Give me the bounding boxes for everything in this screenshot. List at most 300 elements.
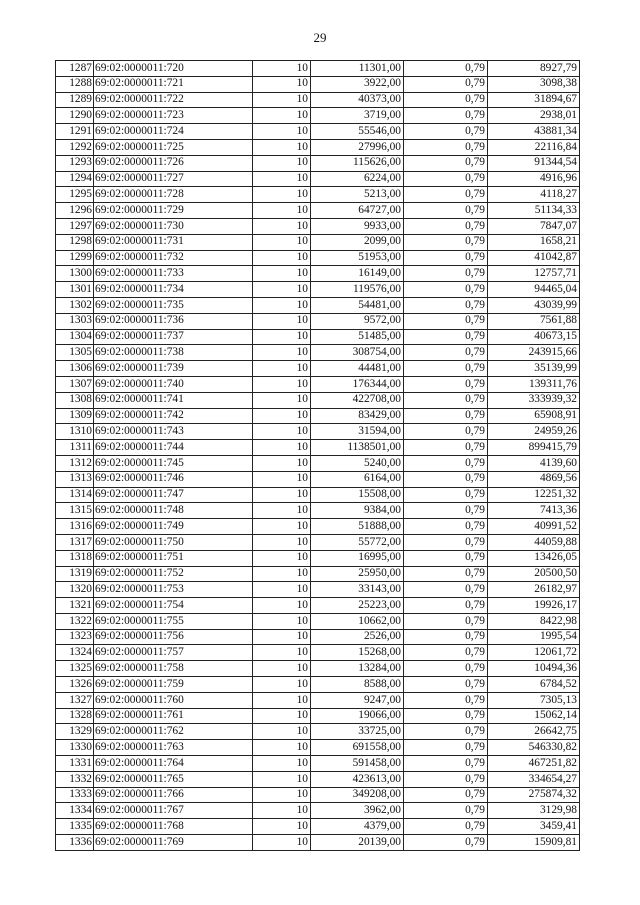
total-cell: 4916,96 (488, 171, 580, 187)
cadastral-number-cell: 69:02:0000011:747 (94, 487, 253, 503)
table-row (56, 487, 580, 503)
category-cell: 10 (253, 787, 311, 803)
table-row (56, 440, 580, 456)
table-row (56, 771, 580, 787)
area-cell: 349208,00 (311, 787, 404, 803)
area-cell: 20139,00 (311, 835, 404, 851)
rate-cell: 0,79 (404, 361, 488, 377)
total-cell: 94465,04 (488, 282, 580, 298)
area-cell: 13284,00 (311, 661, 404, 677)
cadastral-number-cell: 69:02:0000011:763 (94, 740, 253, 756)
cadastral-number-cell: 69:02:0000011:733 (94, 266, 253, 282)
table-row (56, 677, 580, 693)
area-cell: 8588,00 (311, 677, 404, 693)
rate-cell: 0,79 (404, 282, 488, 298)
area-cell: 25950,00 (311, 566, 404, 582)
area-cell: 3719,00 (311, 108, 404, 124)
rate-cell: 0,79 (404, 250, 488, 266)
area-cell: 51485,00 (311, 329, 404, 345)
table-row (56, 803, 580, 819)
rate-cell: 0,79 (404, 645, 488, 661)
category-cell: 10 (253, 155, 311, 171)
cadastral-number-cell: 69:02:0000011:759 (94, 677, 253, 693)
total-cell: 40673,15 (488, 329, 580, 345)
row-number-cell: 1290 (56, 108, 94, 124)
category-cell: 10 (253, 282, 311, 298)
total-cell: 139311,76 (488, 376, 580, 392)
total-cell: 4139,60 (488, 455, 580, 471)
cadastral-number-cell: 69:02:0000011:736 (94, 313, 253, 329)
rate-cell: 0,79 (404, 108, 488, 124)
area-cell: 15508,00 (311, 487, 404, 503)
cadastral-number-cell: 69:02:0000011:749 (94, 519, 253, 535)
area-cell: 55546,00 (311, 124, 404, 140)
total-cell: 2938,01 (488, 108, 580, 124)
cadastral-number-cell: 69:02:0000011:762 (94, 724, 253, 740)
category-cell: 10 (253, 171, 311, 187)
category-cell: 10 (253, 582, 311, 598)
area-cell: 83429,00 (311, 408, 404, 424)
area-cell: 2526,00 (311, 629, 404, 645)
table-row (56, 550, 580, 566)
area-cell: 591458,00 (311, 756, 404, 772)
table-row (56, 519, 580, 535)
total-cell: 899415,79 (488, 440, 580, 456)
rate-cell: 0,79 (404, 76, 488, 92)
row-number-cell: 1299 (56, 250, 94, 266)
area-cell: 4379,00 (311, 819, 404, 835)
row-number-cell: 1287 (56, 61, 94, 77)
cadastral-number-cell: 69:02:0000011:740 (94, 376, 253, 392)
category-cell: 10 (253, 76, 311, 92)
table-row (56, 408, 580, 424)
area-cell: 51888,00 (311, 519, 404, 535)
total-cell: 40991,52 (488, 519, 580, 535)
table-row (56, 297, 580, 313)
row-number-cell: 1300 (56, 266, 94, 282)
area-cell: 2099,00 (311, 234, 404, 250)
total-cell: 3098,38 (488, 76, 580, 92)
cadastral-number-cell: 69:02:0000011:744 (94, 440, 253, 456)
cadastral-number-cell: 69:02:0000011:742 (94, 408, 253, 424)
table-row (56, 203, 580, 219)
row-number-cell: 1335 (56, 819, 94, 835)
row-number-cell: 1312 (56, 455, 94, 471)
row-number-cell: 1311 (56, 440, 94, 456)
cadastral-number-cell: 69:02:0000011:730 (94, 218, 253, 234)
total-cell: 12251,32 (488, 487, 580, 503)
rate-cell: 0,79 (404, 566, 488, 582)
table-row (56, 92, 580, 108)
row-number-cell: 1315 (56, 503, 94, 519)
rate-cell: 0,79 (404, 345, 488, 361)
area-cell: 31594,00 (311, 424, 404, 440)
table-row (56, 282, 580, 298)
area-cell: 16995,00 (311, 550, 404, 566)
total-cell: 275874,32 (488, 787, 580, 803)
rate-cell: 0,79 (404, 408, 488, 424)
row-number-cell: 1325 (56, 661, 94, 677)
row-number-cell: 1317 (56, 534, 94, 550)
total-cell: 1658,21 (488, 234, 580, 250)
table-row (56, 503, 580, 519)
cadastral-number-cell: 69:02:0000011:739 (94, 361, 253, 377)
cadastral-number-cell: 69:02:0000011:738 (94, 345, 253, 361)
row-number-cell: 1329 (56, 724, 94, 740)
category-cell: 10 (253, 392, 311, 408)
area-cell: 10662,00 (311, 613, 404, 629)
row-number-cell: 1289 (56, 92, 94, 108)
rate-cell: 0,79 (404, 329, 488, 345)
cadastral-number-cell: 69:02:0000011:765 (94, 771, 253, 787)
category-cell: 10 (253, 61, 311, 77)
table-row (56, 329, 580, 345)
rate-cell: 0,79 (404, 629, 488, 645)
row-number-cell: 1288 (56, 76, 94, 92)
row-number-cell: 1293 (56, 155, 94, 171)
total-cell: 4118,27 (488, 187, 580, 203)
row-number-cell: 1330 (56, 740, 94, 756)
row-number-cell: 1316 (56, 519, 94, 535)
total-cell: 12061,72 (488, 645, 580, 661)
total-cell: 12757,71 (488, 266, 580, 282)
table-row (56, 645, 580, 661)
row-number-cell: 1326 (56, 677, 94, 693)
row-number-cell: 1292 (56, 139, 94, 155)
row-number-cell: 1324 (56, 645, 94, 661)
parcel-table (55, 60, 580, 851)
area-cell: 9247,00 (311, 692, 404, 708)
rate-cell: 0,79 (404, 835, 488, 851)
category-cell: 10 (253, 740, 311, 756)
table-row (56, 471, 580, 487)
total-cell: 24959,26 (488, 424, 580, 440)
table-row (56, 313, 580, 329)
cadastral-number-cell: 69:02:0000011:768 (94, 819, 253, 835)
rate-cell: 0,79 (404, 803, 488, 819)
total-cell: 26182,97 (488, 582, 580, 598)
area-cell: 33143,00 (311, 582, 404, 598)
area-cell: 1138501,00 (311, 440, 404, 456)
table-row (56, 692, 580, 708)
row-number-cell: 1318 (56, 550, 94, 566)
row-number-cell: 1307 (56, 376, 94, 392)
row-number-cell: 1327 (56, 692, 94, 708)
category-cell: 10 (253, 534, 311, 550)
table-row (56, 566, 580, 582)
rate-cell: 0,79 (404, 376, 488, 392)
table-row (56, 534, 580, 550)
rate-cell: 0,79 (404, 661, 488, 677)
total-cell: 6784,52 (488, 677, 580, 693)
area-cell: 64727,00 (311, 203, 404, 219)
total-cell: 15062,14 (488, 708, 580, 724)
area-cell: 119576,00 (311, 282, 404, 298)
category-cell: 10 (253, 598, 311, 614)
cadastral-number-cell: 69:02:0000011:732 (94, 250, 253, 266)
area-cell: 6164,00 (311, 471, 404, 487)
row-number-cell: 1336 (56, 835, 94, 851)
cadastral-number-cell: 69:02:0000011:764 (94, 756, 253, 772)
total-cell: 8927,79 (488, 61, 580, 77)
cadastral-number-cell: 69:02:0000011:737 (94, 329, 253, 345)
table-row (56, 266, 580, 282)
category-cell: 10 (253, 234, 311, 250)
category-cell: 10 (253, 376, 311, 392)
total-cell: 44059,88 (488, 534, 580, 550)
category-cell: 10 (253, 503, 311, 519)
total-cell: 20500,50 (488, 566, 580, 582)
rate-cell: 0,79 (404, 692, 488, 708)
category-cell: 10 (253, 471, 311, 487)
rate-cell: 0,79 (404, 124, 488, 140)
row-number-cell: 1302 (56, 297, 94, 313)
cadastral-number-cell: 69:02:0000011:734 (94, 282, 253, 298)
table-body (56, 61, 580, 851)
area-cell: 9572,00 (311, 313, 404, 329)
total-cell: 43039,99 (488, 297, 580, 313)
total-cell: 4869,56 (488, 471, 580, 487)
category-cell: 10 (253, 487, 311, 503)
category-cell: 10 (253, 724, 311, 740)
total-cell: 26642,75 (488, 724, 580, 740)
row-number-cell: 1294 (56, 171, 94, 187)
table-row (56, 455, 580, 471)
cadastral-number-cell: 69:02:0000011:761 (94, 708, 253, 724)
row-number-cell: 1297 (56, 218, 94, 234)
cadastral-number-cell: 69:02:0000011:743 (94, 424, 253, 440)
area-cell: 691558,00 (311, 740, 404, 756)
cadastral-number-cell: 69:02:0000011:741 (94, 392, 253, 408)
row-number-cell: 1306 (56, 361, 94, 377)
rate-cell: 0,79 (404, 582, 488, 598)
table-row (56, 187, 580, 203)
cadastral-number-cell: 69:02:0000011:757 (94, 645, 253, 661)
rate-cell: 0,79 (404, 61, 488, 77)
table-row (56, 424, 580, 440)
total-cell: 7561,88 (488, 313, 580, 329)
total-cell: 19926,17 (488, 598, 580, 614)
area-cell: 9384,00 (311, 503, 404, 519)
cadastral-number-cell: 69:02:0000011:729 (94, 203, 253, 219)
table-row (56, 582, 580, 598)
cadastral-number-cell: 69:02:0000011:748 (94, 503, 253, 519)
table-row (56, 819, 580, 835)
rate-cell: 0,79 (404, 598, 488, 614)
total-cell: 31894,67 (488, 92, 580, 108)
rate-cell: 0,79 (404, 550, 488, 566)
cadastral-number-cell: 69:02:0000011:754 (94, 598, 253, 614)
rate-cell: 0,79 (404, 424, 488, 440)
row-number-cell: 1333 (56, 787, 94, 803)
row-number-cell: 1323 (56, 629, 94, 645)
category-cell: 10 (253, 187, 311, 203)
category-cell: 10 (253, 519, 311, 535)
cadastral-number-cell: 69:02:0000011:769 (94, 835, 253, 851)
total-cell: 13426,05 (488, 550, 580, 566)
category-cell: 10 (253, 361, 311, 377)
rate-cell: 0,79 (404, 155, 488, 171)
area-cell: 115626,00 (311, 155, 404, 171)
row-number-cell: 1332 (56, 771, 94, 787)
rate-cell: 0,79 (404, 756, 488, 772)
category-cell: 10 (253, 345, 311, 361)
rate-cell: 0,79 (404, 708, 488, 724)
row-number-cell: 1298 (56, 234, 94, 250)
total-cell: 7305,13 (488, 692, 580, 708)
category-cell: 10 (253, 661, 311, 677)
category-cell: 10 (253, 203, 311, 219)
table-row (56, 629, 580, 645)
row-number-cell: 1314 (56, 487, 94, 503)
row-number-cell: 1331 (56, 756, 94, 772)
total-cell: 10494,36 (488, 661, 580, 677)
cadastral-number-cell: 69:02:0000011:731 (94, 234, 253, 250)
row-number-cell: 1291 (56, 124, 94, 140)
rate-cell: 0,79 (404, 819, 488, 835)
row-number-cell: 1319 (56, 566, 94, 582)
rate-cell: 0,79 (404, 203, 488, 219)
table-row (56, 250, 580, 266)
area-cell: 6224,00 (311, 171, 404, 187)
total-cell: 3129,98 (488, 803, 580, 819)
table-row (56, 345, 580, 361)
cadastral-number-cell: 69:02:0000011:760 (94, 692, 253, 708)
table-row (56, 376, 580, 392)
cadastral-number-cell: 69:02:0000011:725 (94, 139, 253, 155)
category-cell: 10 (253, 124, 311, 140)
row-number-cell: 1334 (56, 803, 94, 819)
rate-cell: 0,79 (404, 139, 488, 155)
category-cell: 10 (253, 250, 311, 266)
row-number-cell: 1309 (56, 408, 94, 424)
rate-cell: 0,79 (404, 297, 488, 313)
category-cell: 10 (253, 440, 311, 456)
cadastral-number-cell: 69:02:0000011:767 (94, 803, 253, 819)
category-cell: 10 (253, 613, 311, 629)
total-cell: 7847,07 (488, 218, 580, 234)
area-cell: 54481,00 (311, 297, 404, 313)
rate-cell: 0,79 (404, 534, 488, 550)
area-cell: 422708,00 (311, 392, 404, 408)
table-row (56, 392, 580, 408)
cadastral-number-cell: 69:02:0000011:753 (94, 582, 253, 598)
total-cell: 546330,82 (488, 740, 580, 756)
cadastral-number-cell: 69:02:0000011:723 (94, 108, 253, 124)
area-cell: 5213,00 (311, 187, 404, 203)
rate-cell: 0,79 (404, 724, 488, 740)
category-cell: 10 (253, 756, 311, 772)
area-cell: 423613,00 (311, 771, 404, 787)
cadastral-number-cell: 69:02:0000011:745 (94, 455, 253, 471)
area-cell: 9933,00 (311, 218, 404, 234)
row-number-cell: 1304 (56, 329, 94, 345)
total-cell: 467251,82 (488, 756, 580, 772)
page-number: 29 (313, 30, 327, 45)
category-cell: 10 (253, 566, 311, 582)
rate-cell: 0,79 (404, 455, 488, 471)
total-cell: 243915,66 (488, 345, 580, 361)
table-row (56, 171, 580, 187)
table-row (56, 740, 580, 756)
row-number-cell: 1308 (56, 392, 94, 408)
rate-cell: 0,79 (404, 677, 488, 693)
rate-cell: 0,79 (404, 392, 488, 408)
area-cell: 16149,00 (311, 266, 404, 282)
row-number-cell: 1301 (56, 282, 94, 298)
table-row (56, 155, 580, 171)
category-cell: 10 (253, 677, 311, 693)
row-number-cell: 1295 (56, 187, 94, 203)
total-cell: 8422,98 (488, 613, 580, 629)
table-row (56, 724, 580, 740)
category-cell: 10 (253, 424, 311, 440)
area-cell: 55772,00 (311, 534, 404, 550)
cadastral-number-cell: 69:02:0000011:724 (94, 124, 253, 140)
area-cell: 308754,00 (311, 345, 404, 361)
row-number-cell: 1328 (56, 708, 94, 724)
cadastral-number-cell: 69:02:0000011:728 (94, 187, 253, 203)
table-row (56, 124, 580, 140)
total-cell: 3459,41 (488, 819, 580, 835)
table-row (56, 361, 580, 377)
table-row (56, 139, 580, 155)
category-cell: 10 (253, 803, 311, 819)
row-number-cell: 1313 (56, 471, 94, 487)
rate-cell: 0,79 (404, 787, 488, 803)
area-cell: 51953,00 (311, 250, 404, 266)
total-cell: 15909,81 (488, 835, 580, 851)
area-cell: 33725,00 (311, 724, 404, 740)
rate-cell: 0,79 (404, 234, 488, 250)
table-row (56, 598, 580, 614)
total-cell: 22116,84 (488, 139, 580, 155)
cadastral-number-cell: 69:02:0000011:752 (94, 566, 253, 582)
area-cell: 27996,00 (311, 139, 404, 155)
category-cell: 10 (253, 819, 311, 835)
table-row (56, 61, 580, 77)
category-cell: 10 (253, 629, 311, 645)
category-cell: 10 (253, 297, 311, 313)
total-cell: 43881,34 (488, 124, 580, 140)
area-cell: 44481,00 (311, 361, 404, 377)
area-cell: 15268,00 (311, 645, 404, 661)
rate-cell: 0,79 (404, 266, 488, 282)
category-cell: 10 (253, 313, 311, 329)
area-cell: 40373,00 (311, 92, 404, 108)
cadastral-number-cell: 69:02:0000011:750 (94, 534, 253, 550)
cadastral-number-cell: 69:02:0000011:720 (94, 61, 253, 77)
total-cell: 7413,36 (488, 503, 580, 519)
area-cell: 3962,00 (311, 803, 404, 819)
table-row (56, 234, 580, 250)
table-row (56, 218, 580, 234)
rate-cell: 0,79 (404, 740, 488, 756)
row-number-cell: 1310 (56, 424, 94, 440)
cadastral-number-cell: 69:02:0000011:746 (94, 471, 253, 487)
cadastral-number-cell: 69:02:0000011:722 (94, 92, 253, 108)
area-cell: 5240,00 (311, 455, 404, 471)
rate-cell: 0,79 (404, 613, 488, 629)
category-cell: 10 (253, 408, 311, 424)
cadastral-number-cell: 69:02:0000011:735 (94, 297, 253, 313)
category-cell: 10 (253, 645, 311, 661)
table-row (56, 787, 580, 803)
rate-cell: 0,79 (404, 171, 488, 187)
rate-cell: 0,79 (404, 313, 488, 329)
rate-cell: 0,79 (404, 187, 488, 203)
cadastral-number-cell: 69:02:0000011:755 (94, 613, 253, 629)
